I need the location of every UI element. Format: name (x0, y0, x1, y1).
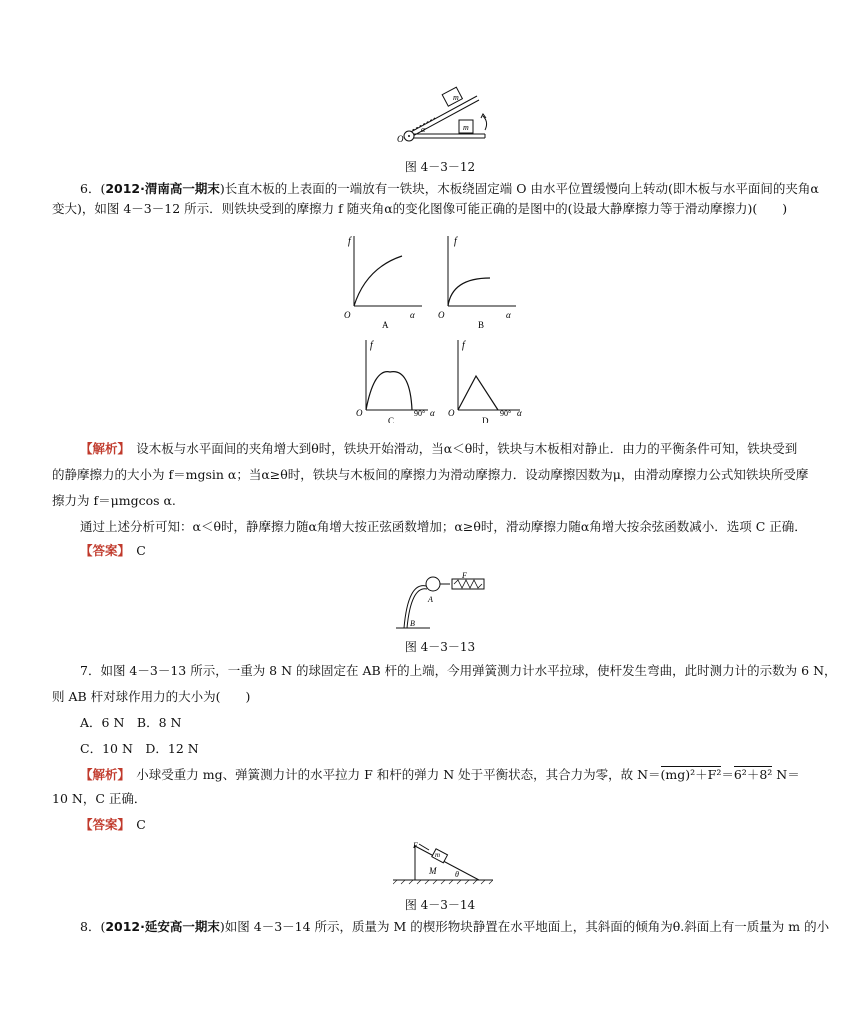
q6-number: 6．( (80, 181, 106, 196)
figure-4-3-12 (395, 82, 495, 144)
graph-c-f: f (370, 340, 373, 351)
fig13-b-label: B (410, 619, 415, 628)
graph-d-o: O (448, 408, 455, 418)
q7-sqrt2: 6²＋8² (733, 767, 773, 782)
q7-analysis-line2: 10 N，C 正确． (52, 791, 147, 806)
figure-caption-4-3-13: 图 4－3－13 (404, 640, 476, 654)
graph-a-f: f (348, 236, 351, 247)
q7-answer-tag: 【答案】 (80, 817, 124, 832)
q7-unit: N＝ (772, 767, 800, 782)
q6-analysis-line3: 擦力为 f＝μmgcos α. (52, 493, 176, 508)
fig13-f-label: F (462, 572, 467, 580)
q6-answer-value: C (136, 543, 146, 558)
q6-line2: 变大)，如图 4－3－12 所示．则铁块受到的摩擦力 f 随夹角α的变化图像可能正确的是图中的(设最大静摩擦力等于滑动摩擦力)( ) (52, 201, 788, 216)
graph-d (448, 340, 522, 423)
q7-line1: 7．如图 4－3－13 所示，一重为 8 N 的球固定在 AB 杆的上端，今用弹簧测力计水平拉球，使杆发生弯曲，此时测力计的示数为 6 N， (80, 663, 837, 678)
q7-answer (80, 816, 810, 834)
graph-c-90: 90° (414, 409, 426, 418)
fig12-o-label: O (397, 134, 404, 144)
graph-d-90: 90° (500, 409, 512, 418)
graph-a (344, 236, 422, 330)
graph-options (340, 228, 530, 423)
q6-line1-text: )长直木板的上表面的一端放有一铁块，木板绕固定端 O 由水平位置缓慢向上转动(即木板与水平面间的夹角α (219, 181, 819, 196)
q8-line1 (80, 918, 830, 936)
graph-a-alpha: α (410, 310, 415, 320)
graph-b-alpha: α (506, 310, 511, 320)
fig12-top-m-label: m (453, 93, 459, 102)
fig14-M-label: M (429, 866, 437, 876)
q6-analysis-line1 (80, 440, 810, 458)
q7-options-ab: A．6 N B．8 N (80, 715, 182, 730)
q7-analysis-text1: 小球受重力 mg、弹簧测力计的水平拉力 F 和杆的弹力 N 处于平衡状态，其合力为零，故 N＝ (136, 767, 661, 782)
fig12-alpha-label: α (421, 125, 426, 134)
q8-source: 2012·延安高一期末 (105, 919, 220, 934)
q7-analysis-line1 (80, 766, 810, 784)
q6-analysis-line4: 通过上述分析可知：α＜θ时，静摩擦力随α角增大按正弦函数增加；α≥θ时，滑动摩擦力随α角增大按余弦函数减小．选项 C 正确． (80, 519, 807, 534)
figure-4-3-14 (393, 840, 493, 886)
fig14-theta-label: θ (455, 870, 459, 879)
graph-b-label: B (478, 320, 485, 330)
figure-caption-4-3-12: 图 4－3－12 (404, 160, 476, 174)
graph-b (438, 236, 516, 330)
q7-eq: ＝ (721, 767, 734, 782)
graph-d-label: D (482, 416, 489, 423)
q6-analysis-tag: 【解析】 (80, 441, 124, 456)
q7-answer-value: C (136, 817, 146, 832)
q6-source: 2012·渭南高一期末 (105, 181, 220, 196)
q7-analysis-tag: 【解析】 (80, 767, 124, 782)
graph-d-f: f (462, 340, 465, 351)
q7-sqrt1: (mg)²＋F² (660, 767, 722, 782)
fig13-a-label: A (428, 595, 433, 604)
q6-analysis-text1: 设木板与水平面间的夹角增大到θ时，铁块开始滑动，当α＜θ时，铁块与木板相对静止．由力的平衡条件可知，铁块受到 (136, 441, 798, 456)
graph-b-f: f (454, 236, 457, 247)
figure-caption-4-3-14: 图 4－3－14 (404, 898, 476, 912)
graph-c (356, 340, 435, 423)
graph-c-o: O (356, 408, 363, 418)
q6-answer-tag: 【答案】 (80, 543, 124, 558)
figure-4-3-13 (396, 572, 496, 630)
graph-b-o: O (438, 310, 445, 320)
graph-d-alpha: α (517, 408, 522, 418)
fig12-m-label: m (463, 123, 469, 132)
q7-line2: 则 AB 杆对球作用力的大小为( ) (52, 689, 251, 704)
graph-c-alpha: α (430, 408, 435, 418)
q6-analysis-line2: 的静摩擦力的大小为 f＝mgsin α；当α≥θ时，铁块与木板间的摩擦力为滑动摩擦力．设动摩擦因数为μ，由滑动摩擦力公式知铁块所受摩 (52, 467, 809, 482)
q6-answer (80, 542, 810, 560)
q8-line1-text: )如图 4－3－14 所示，质量为 M 的楔形物块静置在水平地面上，其斜面的倾角为θ.斜面上有一质量为 m 的小 (219, 919, 830, 934)
q8-number: 8．( (80, 919, 106, 934)
q6-line1 (80, 180, 819, 198)
fig14-m-label: m (435, 851, 441, 859)
q7-options-cd: C．10 N D．12 N (80, 741, 199, 756)
fig14-f-label: F (413, 841, 418, 850)
graph-c-label: C (388, 416, 395, 423)
graph-a-o: O (344, 310, 351, 320)
graph-a-label: A (382, 320, 389, 330)
